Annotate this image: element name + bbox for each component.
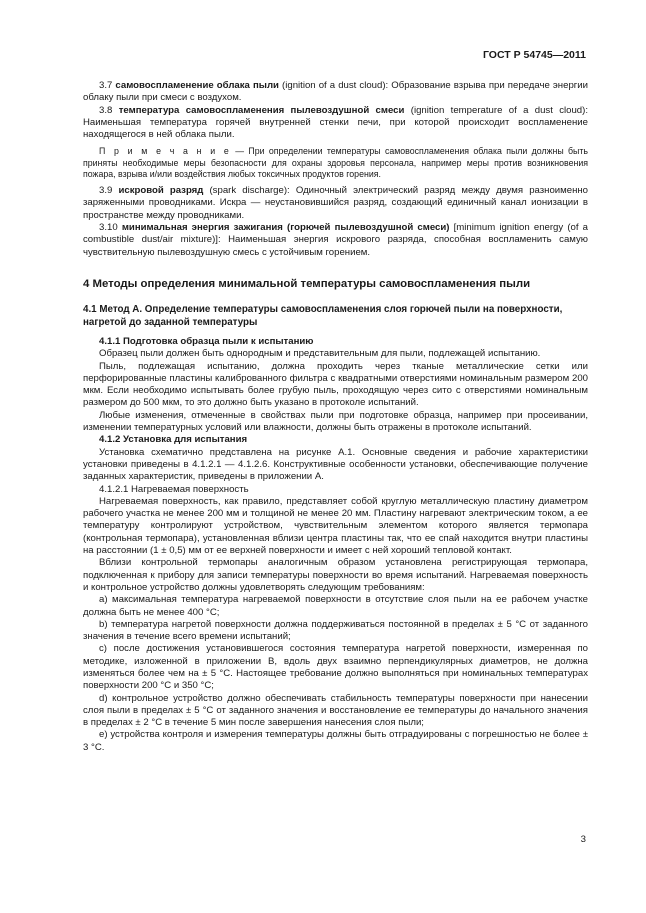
- page-content: [83, 80, 588, 754]
- term-definition: (ignition temperature of a dust cloud): Наименьшая температура горячей внутренней стенки печи, при которой происходит воспламенение находящегося в ней облака пыли.: [83, 104, 588, 141]
- list-item: e) устройства контроля и измерения температуры должны быть отградуированы с погрешностью не более ± 3 °С.: [83, 729, 588, 753]
- paragraph: Пыль, подлежащая испытанию, должна проходить через тканые металлические сетки или перфорированные пластины калиброванного фильтра с квадратными отверстиями номинальным размером 200 мкм. Если необходимо испытывать более грубую пыль, проходящую через сито с отверстиями номинальным размером до 500 мкм, то это должно быть указано в протоколе испытаний.: [83, 360, 588, 409]
- note-label: П р и м е ч а н и е: [99, 146, 231, 157]
- list-item: a) максимальная температура нагреваемой поверхности в отсутствие слоя пыли на ее рабочем участке должна быть не менее 400 °С;: [83, 594, 588, 618]
- section-4-1-2-heading: 4.1.2 Установка для испытания: [99, 434, 248, 446]
- term-3-9: [83, 185, 588, 222]
- standard-header: ГОСТ Р 54745—2011: [482, 49, 586, 61]
- term-definition: [minimum ignition energy (of a combustible dust/air mixture)]: Наименьшая энергия искрового разряда, способная воспламенить самую чувствительную пылевоздушную смесь с устойчивым горением.: [83, 221, 589, 258]
- term-3-8: [83, 105, 588, 142]
- paragraph: Установка схематично представлена на рисунке А.1. Основные сведения и рабочие характеристики установки приведены в 4.1.2.1 — 4.1.2.6. Конструктивные особенности установки, обеспечивающие получение заданных характеристик, приведены в приложении А.: [83, 446, 588, 483]
- note-text: — При определении температуры самовоспламенения облака пыли должны быть приняты необходимые меры безопасности для охраны здоровья персонала, например меры против возникновения пожара, взрыва и/или воздействия любых токсичных продуктов горения.: [83, 146, 588, 179]
- paragraph: Любые изменения, отмеченные в свойствах пыли при подготовке образца, например при просеивании, изменении температурных условий или влажности, должны быть отражены в протоколе испытаний.: [83, 409, 588, 434]
- term-definition: (spark discharge): Одиночный электрический разряд между двумя разноименно заряженными проводниками. Искра — неустановившийся разряд, создающий единичный канал ионизации в пространстве между проводниками.: [83, 185, 589, 221]
- term-definition: (ignition of a dust cloud): Образование взрыва при передаче энергии облаку пыли при смеси с воздухом.: [83, 80, 588, 104]
- paragraph: Нагреваемая поверхность, как правило, представляет собой круглую металлическую пластину диаметром рабочего участка не менее 200 мм и толщиной не менее 20 мм. Пластину нагревают электрическим током, а ее температуру контролируют устройством, чувствительным элементом которого является термопара (контрольная термопара), установленная вблизи центра пластины так, что ее спай находится внутри пластины на расстоянии (1 ± 0,5) мм от ее верхней поверхности и имеет с ней хороший тепловой контакт.: [83, 495, 588, 557]
- term-name: искровой разряд: [118, 185, 204, 197]
- section-4-heading: 4 Методы определения минимальной температуры самовоспламенения пыли: [83, 277, 531, 290]
- term-number: 3.9: [99, 185, 113, 197]
- list-item: c) после достижения установившегося состояния температура нагретой поверхности, измеренная по методике, изложенной в приложении В, вдоль двух взаимно перпендикулярных диаметров, не должна изменяться более чем на ± 5 °С. Настоящее требование должно выполняться при номинальных температурах поверхности 200 °С и 350 °С;: [83, 643, 588, 692]
- list-item: b) температура нагретой поверхности должна поддерживаться постоянной в пределах ± 5 °С от заданного значения в течение всего времени испытаний;: [83, 618, 588, 643]
- page-number: 3: [580, 834, 586, 845]
- term-number: 3.8: [99, 104, 113, 116]
- paragraph: Образец пыли должен быть однородным и представительным для пыли, подлежащей испытанию.: [99, 348, 541, 360]
- paragraph: Вблизи контрольной термопары аналогичным образом установлена регистрирующая термопара, подключенная к прибору для записи температуры поверхности во время испытаний. Нагреваемая поверхность и контрольное устройство должны удовлетворять следующим требованиям:: [83, 557, 588, 593]
- section-4-1-heading: 4.1 Метод А. Определение температуры самовоспламенения слоя горючей пыли на поверхности, нагретой до заданной температуры: [83, 304, 563, 328]
- section-4-1-1-heading: 4.1.1 Подготовка образца пыли к испытанию: [99, 335, 314, 347]
- term-name: температура самовоспламенения пылевоздушной смеси: [118, 104, 405, 116]
- subsection-4-1-2-1-heading: 4.1.2.1 Нагреваемая поверхность: [99, 483, 249, 495]
- term-3-7: [83, 80, 588, 105]
- note-paragraph: [83, 146, 588, 180]
- term-name: минимальная энергия зажигания (горючей пылевоздушной смеси): [121, 221, 450, 233]
- term-number: 3.7: [99, 80, 113, 91]
- term-3-10: [83, 222, 588, 259]
- term-number: 3.10: [99, 221, 118, 233]
- list-item: d) контрольное устройство должно обеспечивать стабильность температуры поверхности при нанесении слоя пыли в пределах ± 5 °С от заданного значения и восстановление ее температуры до начального значения в пределах ± 2 °С в течение 5 мин после завершения нанесения слоя пыли;: [83, 692, 588, 729]
- term-name: самовоспламенение облака пыли: [115, 80, 279, 91]
